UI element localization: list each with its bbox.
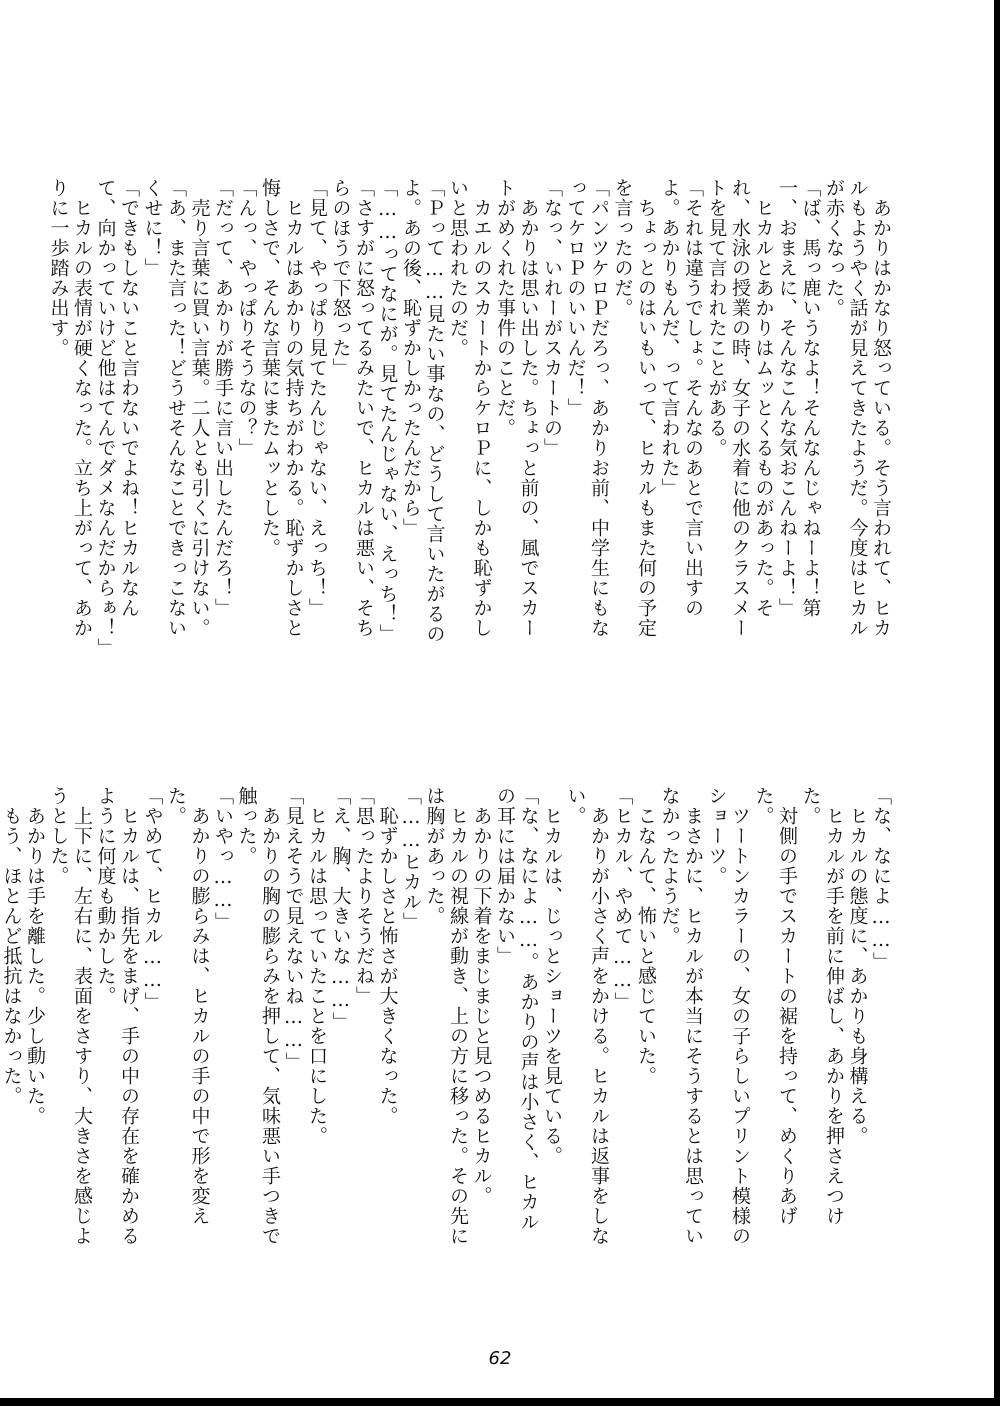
paragraph: ヒカルは、指先をまげ、手の中の存在を確かめるように何度も動かした。: [94, 786, 140, 1246]
paragraph: ヒカルはあかりの気持ちがわかる。恥ずかしさと悔しさで、そんな言葉にまたムッとした。: [259, 178, 305, 638]
paragraph: 対側の手でスカートの裾を持って、めくりあげた。: [752, 786, 798, 1226]
paragraph: ヒカルの視線が動き、上の方に移った。その先には胸があった。: [423, 786, 469, 1246]
paragraph: 「いやっ……」: [212, 786, 234, 932]
paragraph: 「……ってなにが。見てたんじゃない、えっち！」: [376, 178, 399, 644]
paragraph: ヒカルが手を前に伸ばし、あかりを押さえつけた。: [799, 786, 845, 1226]
paragraph: 「だって、あかりが勝手に言い出したんだろ！」: [212, 178, 234, 618]
paragraph: 「パンツケロＰだろっ、あかりお前、中学生にもなってケロＰのいいんだ！」: [564, 178, 610, 638]
paragraph: あかりが小さく声をかける。ヒカルは返事をしない。: [564, 786, 610, 1246]
paragraph: 「……ヒカル」: [400, 786, 422, 932]
paragraph: カエルのスカートからケロＰに、しかも恥ずかしいと思われたのだ。: [447, 178, 493, 638]
paragraph: まさかに、ヒカルが本当にそうするとは思っていなかったようだ。: [658, 786, 704, 1246]
paragraph: ヒカルとあかりはムッとくるものがあった。それ、水泳の授業の時、女子の水着に他のクラスメートを見て言われたことがある。: [705, 178, 775, 638]
paragraph: こなんて、怖いと感じていた。: [635, 786, 657, 1086]
upper-text-block: [47, 178, 892, 658]
paragraph: 「Ｐって……見たい事なの、どうして言いたがるのよ。あの後、恥ずかしかったんだから」: [400, 178, 446, 644]
paragraph: あかりの膨らみは、ヒカルの手の中で形を変えた。: [165, 786, 211, 1226]
paragraph: ツートンカラーの、女の子らしいプリント模様のショーツ。: [705, 786, 751, 1246]
paragraph: 「なっ、いれーがスカートの」: [541, 178, 563, 458]
paragraph: 「え、胸、大きいな……」: [329, 786, 352, 1032]
page-edge-right: [994, 0, 1000, 1406]
paragraph: ヒカルは思っていたことを口にした。: [306, 786, 328, 1146]
paragraph: 「な、なによ……」: [870, 786, 892, 972]
paragraph: ちょっとのはいもいって、ヒカルもまた何の予定を言ったのだ。: [611, 178, 657, 638]
paragraph: 「できもしないこと言わないでよね！ヒカルなんて、向かっていけど他はてんでダメなんだからぁ！」: [94, 178, 140, 658]
paragraph: 上下に、左右に、表面をさすり、大きさを感じようとした。: [47, 786, 93, 1246]
paragraph: 売り言葉に買い言葉。二人とも引くに引けない。: [188, 178, 211, 638]
paragraph: 「見えそうで見えないね……」: [282, 786, 305, 1072]
page-number: 62: [488, 1348, 512, 1369]
paragraph: 「見て、やっぱり見てたんじゃない、えっち！」: [306, 178, 328, 618]
paragraph: ヒカルの表情が硬くなった。立ち上がって、あかりに一歩踏み出す。: [47, 178, 93, 638]
paragraph: 「んっ、やっぱりそうなの？」: [235, 178, 258, 458]
paragraph: あかりの胸の膨らみを押して、気味悪い手つきで触った。: [235, 786, 281, 1246]
paragraph: もう、ほとんど抵抗はなかった。: [0, 786, 23, 1106]
paragraph: ヒカルは、じっとショーツを見ている。: [541, 786, 563, 1166]
paragraph: 「それは違うでしょ。そんなのあとで言い出すのよ。あかりもんだ、って言われた」: [658, 178, 704, 618]
paragraph: 「あ、また言った！どうせそんなことできっこないくせに！」: [141, 178, 187, 638]
paragraph: 「やめて、ヒカル……」: [141, 786, 164, 1012]
paragraph: あかりはかなり怒っている。そう言われて、ヒカルもようやく話が見えてきたようだ。今度はヒカルが赤くなった。: [823, 178, 892, 638]
paragraph: 「さすがに怒ってるみたいで、ヒカルは悪い、そちらのほうで下怒った」: [329, 178, 375, 638]
paragraph: ヒカルの態度に、あかりも身構える。: [846, 786, 869, 1146]
paragraph: あかりは思い出した。ちょっと前の、風でスカートがめくれた事件のことだ。: [494, 178, 540, 638]
paragraph: あかりは手を離した。少し動いた。: [24, 786, 46, 1126]
lower-text-block: [0, 786, 892, 1246]
paragraph: 「ば、馬っ鹿いうなよ！そんなんじゃねーよ！第一、おまえに、そんなこんな気おこんねーよ！」: [776, 178, 822, 618]
paragraph: 「ヒカル、やめて……」: [611, 786, 634, 1012]
page-edge-bottom: [0, 1398, 1000, 1406]
paragraph: 「思ったよりそうだね」: [353, 786, 375, 1006]
paragraph: 恥ずかしさと怖さが大きくなった。: [376, 786, 399, 1126]
paragraph: あかりの下着をまじまじと見つめるヒカル。: [470, 786, 493, 1206]
paragraph: 「な、なによ……。あかりの声は小さく、ヒカルの耳には届かない」: [494, 786, 540, 1232]
